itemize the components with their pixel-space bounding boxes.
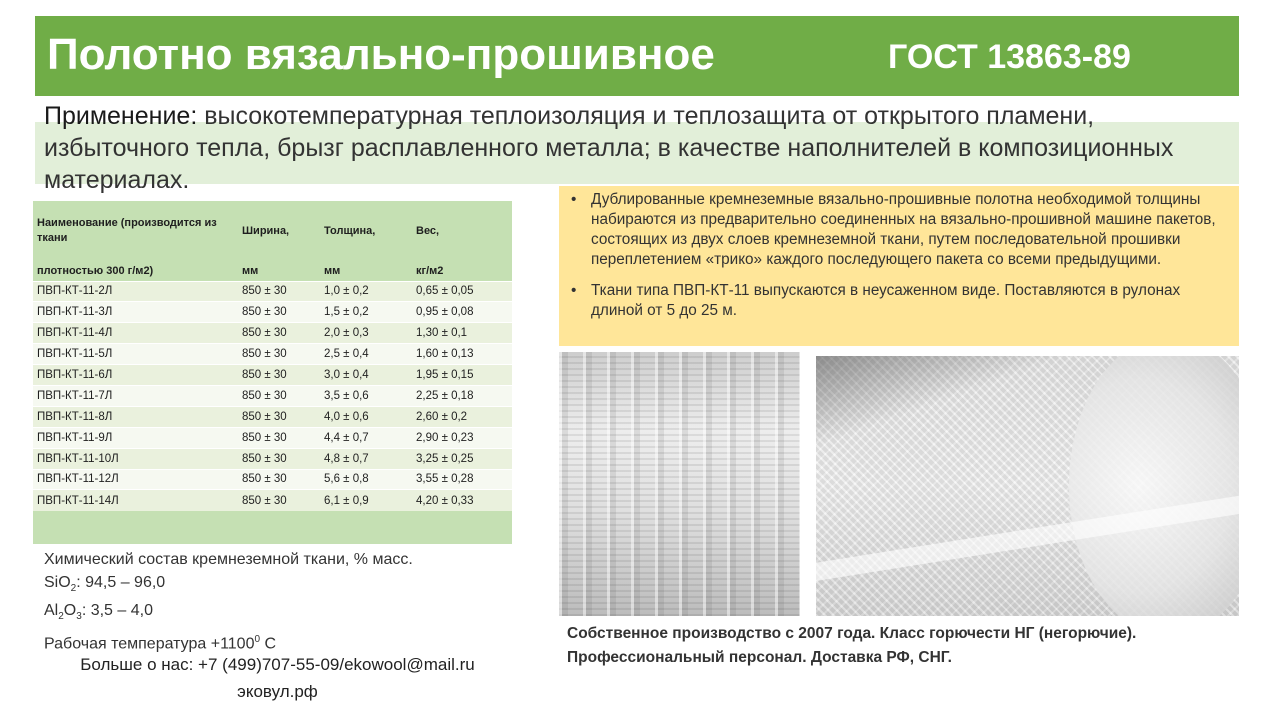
cell-width: 850 ± 30 <box>238 406 320 427</box>
sio2-value: : 94,5 – 96,0 <box>76 573 166 591</box>
fabric-photo-closeup <box>559 352 800 616</box>
cell-thickness: 5,6 ± 0,8 <box>320 469 412 490</box>
cell-width: 850 ± 30 <box>238 490 320 511</box>
subheader-weight: кг/м2 <box>412 261 512 281</box>
chem-sio2 <box>44 572 413 601</box>
table-row <box>33 427 512 448</box>
table-row <box>33 302 512 323</box>
cell-name: ПВП-КТ-11-4Л <box>33 323 238 344</box>
table-row <box>33 385 512 406</box>
chemical-composition <box>44 549 413 656</box>
chem-al2o3 <box>44 600 413 629</box>
application-text <box>44 100 1239 196</box>
footer-line-1: Собственное производство с 2007 года. Класс горючести НГ (негорючие). <box>567 625 1137 642</box>
info-text: Дублированные кремнеземные вязально-прошивные полотна необходимой толщины набираются из предварительно соединенных на вязально-прошивной машине пакетов, состоящих из двух слоев кремнеземной ткани, путем последовательной прошивки переплетением «трико» каждого последующего пакета со всеми предыдущими. <box>591 191 1216 268</box>
cell-width: 850 ± 30 <box>238 385 320 406</box>
table-row <box>33 490 512 511</box>
application-label: Применение: <box>44 102 198 130</box>
footer-line-2: Профессиональный персонал. Доставка РФ, СНГ. <box>567 649 952 666</box>
table-row <box>33 323 512 344</box>
info-list <box>571 190 1225 321</box>
cell-weight: 0,65 ± 0,05 <box>412 281 512 302</box>
info-item <box>571 281 1225 321</box>
cell-name: ПВП-КТ-11-6Л <box>33 365 238 386</box>
cell-width: 850 ± 30 <box>238 448 320 469</box>
cell-name: ПВП-КТ-11-8Л <box>33 406 238 427</box>
info-box <box>559 186 1239 346</box>
chem-heading: Химический состав кремнеземной ткани, % масс. <box>44 551 413 568</box>
table-row <box>33 448 512 469</box>
cell-thickness: 1,0 ± 0,2 <box>320 281 412 302</box>
cell-thickness: 3,5 ± 0,6 <box>320 385 412 406</box>
table-subheader-row <box>33 261 512 281</box>
cell-name: ПВП-КТ-11-7Л <box>33 385 238 406</box>
cell-thickness: 4,4 ± 0,7 <box>320 427 412 448</box>
temp-text: Рабочая температура +1100 <box>44 635 255 653</box>
cell-width: 850 ± 30 <box>238 469 320 490</box>
o-subscript: 3 <box>76 611 82 623</box>
sio2-subscript: 2 <box>70 582 77 594</box>
cell-name: ПВП-КТ-11-14Л <box>33 490 238 511</box>
fabric-photo-roll <box>816 356 1239 616</box>
cell-weight: 2,90 ± 0,23 <box>412 427 512 448</box>
al-formula: Al <box>44 602 59 620</box>
info-text: Ткани типа ПВП-КТ-11 выпускаются в неусаженном виде. Поставляются в рулонах длиной от 5 до 25 м. <box>591 282 1181 319</box>
cell-width: 850 ± 30 <box>238 344 320 365</box>
cell-name: ПВП-КТ-11-10Л <box>33 448 238 469</box>
bullet-icon: • <box>571 282 577 299</box>
contacts <box>50 651 505 705</box>
al2o3-value: : 3,5 – 4,0 <box>81 602 153 620</box>
cell-name: ПВП-КТ-11-9Л <box>33 427 238 448</box>
cell-thickness: 6,1 ± 0,9 <box>320 490 412 511</box>
cell-weight: 2,25 ± 0,18 <box>412 385 512 406</box>
contact-phone-email[interactable]: Больше о нас: +7 (499)707-55-09/ekowool@mail.ru <box>80 655 475 674</box>
cell-thickness: 4,8 ± 0,7 <box>320 448 412 469</box>
temp-unit: С <box>260 635 277 653</box>
cell-thickness: 3,0 ± 0,4 <box>320 365 412 386</box>
info-item <box>571 190 1225 270</box>
cell-thickness: 2,0 ± 0,3 <box>320 323 412 344</box>
al-subscript: 2 <box>58 611 64 623</box>
header-name: Наименование (производится из ткани <box>33 201 238 261</box>
gost-label: ГОСТ 13863-89 <box>888 38 1131 76</box>
cell-name: ПВП-КТ-11-2Л <box>33 281 238 302</box>
cell-name: ПВП-КТ-11-5Л <box>33 344 238 365</box>
temp-degree: 0 <box>254 633 261 645</box>
header-thickness: Толщина, <box>320 201 412 261</box>
subheader-name: плотностью 300 г/м2) <box>33 261 238 281</box>
fabric-roll-shape <box>1069 356 1239 616</box>
cell-width: 850 ± 30 <box>238 365 320 386</box>
cell-weight: 1,95 ± 0,15 <box>412 365 512 386</box>
cell-weight: 1,60 ± 0,13 <box>412 344 512 365</box>
cell-width: 850 ± 30 <box>238 302 320 323</box>
header-width: Ширина, <box>238 201 320 261</box>
cell-width: 850 ± 30 <box>238 427 320 448</box>
contact-website[interactable]: эковул.рф <box>237 682 318 701</box>
cell-name: ПВП-КТ-11-3Л <box>33 302 238 323</box>
cell-thickness: 4,0 ± 0,6 <box>320 406 412 427</box>
spec-table <box>33 201 512 544</box>
footer-text <box>567 622 1247 670</box>
cell-thickness: 2,5 ± 0,4 <box>320 344 412 365</box>
cell-weight: 3,55 ± 0,28 <box>412 469 512 490</box>
cell-weight: 3,25 ± 0,25 <box>412 448 512 469</box>
table-row <box>33 406 512 427</box>
cell-name: ПВП-КТ-11-12Л <box>33 469 238 490</box>
table-row <box>33 281 512 302</box>
table-footer-cell <box>33 511 512 544</box>
title-bar <box>35 16 1239 96</box>
cell-weight: 1,30 ± 0,1 <box>412 323 512 344</box>
o-formula: O <box>63 602 77 620</box>
application-body: высокотемпературная теплоизоляция и теплозащита от открытого пламени, избыточного тепла, брызг расплавленного металла; в качестве наполнителей в композиционных материалах. <box>44 102 1174 194</box>
table-row <box>33 469 512 490</box>
cell-weight: 0,95 ± 0,08 <box>412 302 512 323</box>
sio2-formula: SiO <box>44 573 71 591</box>
header-weight: Вес, <box>412 201 512 261</box>
cell-width: 850 ± 30 <box>238 323 320 344</box>
subheader-width: мм <box>238 261 320 281</box>
cell-weight: 4,20 ± 0,33 <box>412 490 512 511</box>
cell-thickness: 1,5 ± 0,2 <box>320 302 412 323</box>
table-footer-row <box>33 511 512 544</box>
table-row <box>33 344 512 365</box>
table-row <box>33 365 512 386</box>
bullet-icon: • <box>571 191 577 208</box>
cell-weight: 2,60 ± 0,2 <box>412 406 512 427</box>
table-header-row <box>33 201 512 261</box>
subheader-thickness: мм <box>320 261 412 281</box>
page-title: Полотно вязально-прошивное <box>47 30 715 79</box>
cell-width: 850 ± 30 <box>238 281 320 302</box>
